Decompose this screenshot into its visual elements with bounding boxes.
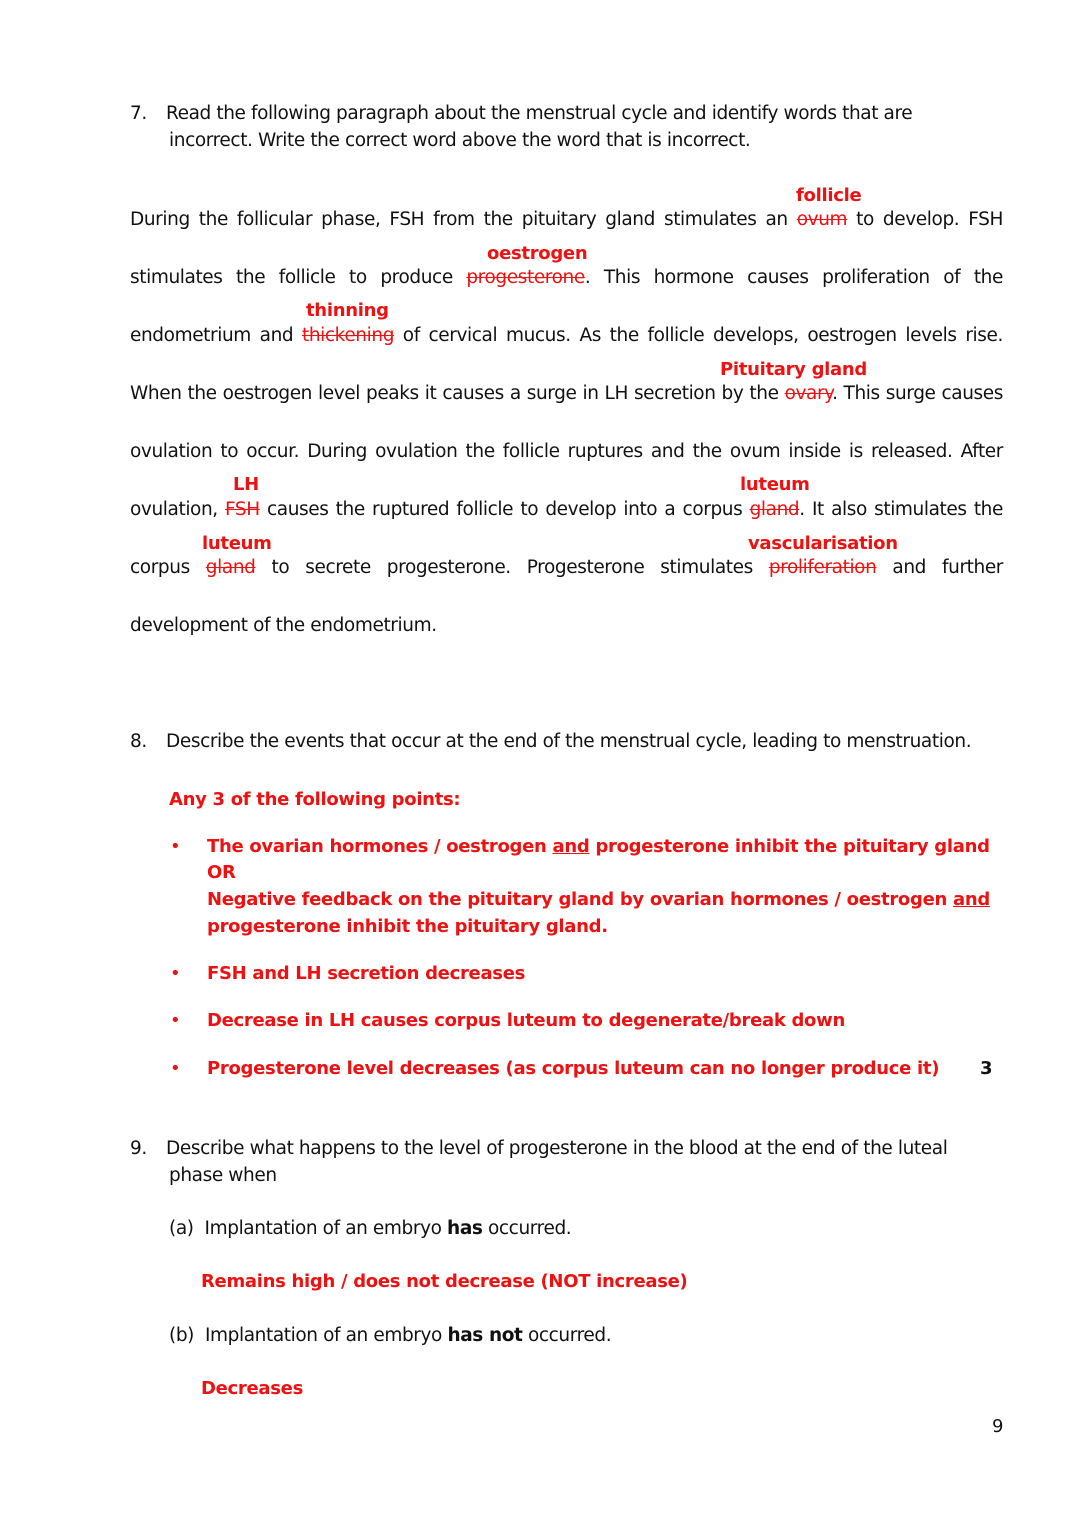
question-text: phase when [169, 1165, 277, 1186]
paragraph-line [130, 209, 1003, 230]
text: Implantation of an embryo [204, 1325, 448, 1346]
paragraph-line [130, 557, 1003, 578]
text: . This surge causes [832, 383, 1003, 404]
answer-point: FSH and LH secretion decreases [207, 963, 526, 984]
answer-or: OR [207, 862, 236, 883]
paragraph-line [130, 615, 1003, 636]
text: Implantation of an embryo [204, 1218, 448, 1239]
struck-word: ovum [796, 209, 848, 230]
text: to develop. FSH [856, 209, 1004, 230]
question-text: Read the following paragraph about the menstrual cycle and identify words that are [166, 103, 913, 124]
question-text: incorrect. Write the correct word above the word that is incorrect. [169, 130, 751, 151]
text: to secrete progesterone. Progesterone stimulates [271, 557, 753, 578]
question-text: Describe the events that occur at the end of the menstrual cycle, leading to menstruation. [166, 731, 972, 752]
text: endometrium and [130, 325, 294, 346]
text: progesterone inhibit the pituitary gland [589, 836, 990, 857]
question-number: 8. [130, 731, 147, 752]
sub-question-a [169, 1218, 571, 1239]
answer-point: Progesterone level decreases (as corpus luteum can no longer produce it) [207, 1058, 940, 1079]
text: development of the endometrium. [130, 615, 437, 636]
correction-word: luteum [202, 533, 272, 554]
answer-intro: Any 3 of the following points: [169, 789, 461, 810]
answer-point [207, 889, 990, 910]
question-number: 7. [130, 103, 147, 124]
struck-word: gland [749, 499, 800, 520]
page-number: 9 [992, 1416, 1004, 1437]
answer-point: Decrease in LH causes corpus luteum to degenerate/break down [207, 1010, 845, 1031]
bullet-icon: • [170, 836, 181, 857]
text: During the follicular phase, FSH from the pituitary gland stimulates an [130, 209, 788, 230]
text: of cervical mucus. As the follicle develops, oestrogen levels rise. [402, 325, 1003, 346]
struck-word: progesterone [466, 267, 585, 288]
paragraph-line [130, 499, 1003, 520]
paragraph-line [130, 441, 1003, 462]
emphasis: has [447, 1218, 483, 1239]
text: The ovarian hormones / oestrogen [207, 836, 553, 857]
question-text: Describe what happens to the level of progesterone in the blood at the end of the luteal [166, 1138, 948, 1159]
emphasis: has not [447, 1325, 523, 1346]
text: ovulation, [130, 499, 218, 520]
answer-a: Remains high / does not decrease (NOT increase) [201, 1271, 688, 1292]
bullet-icon: • [170, 1010, 181, 1031]
text: ovulation to occur. During ovulation the follicle ruptures and the ovum inside is released. After [130, 441, 1003, 462]
marks: 3 [980, 1058, 993, 1079]
correction-word: LH [233, 474, 259, 495]
underlined-word: and [552, 836, 590, 857]
answer-point [207, 836, 990, 857]
text: causes the ruptured follicle to develop into a corpus [266, 499, 743, 520]
paragraph-line [130, 383, 1003, 404]
underlined-word: and [952, 889, 990, 910]
struck-word: thickening [301, 325, 395, 346]
struck-word: gland [205, 557, 256, 578]
text: . It also stimulates the [799, 499, 1003, 520]
struck-word: ovary [784, 383, 833, 404]
correction-word: thinning [306, 300, 389, 321]
text: . This hormone causes proliferation of the [584, 267, 1003, 288]
correction-word: Pituitary gland [720, 359, 867, 380]
struck-word: FSH [225, 499, 260, 520]
text: Negative feedback on the pituitary gland by ovarian hormones / oestrogen [207, 889, 953, 910]
correction-word: vascularisation [748, 533, 898, 554]
correction-word: luteum [740, 474, 810, 495]
answer-text: progesterone inhibit the pituitary gland. [207, 916, 608, 937]
paragraph-line [130, 267, 1003, 288]
answer-b: Decreases [201, 1378, 303, 1399]
paragraph-line [130, 325, 1003, 346]
text: corpus [130, 557, 190, 578]
struck-word: proliferation [768, 557, 877, 578]
text: stimulates the follicle to produce [130, 267, 453, 288]
text: occurred. [482, 1218, 572, 1239]
sub-question-b [169, 1325, 611, 1346]
sub-label: (a) [169, 1218, 194, 1239]
text: and further [892, 557, 1004, 578]
bullet-icon: • [170, 963, 181, 984]
question-number: 9. [130, 1138, 147, 1159]
sub-label: (b) [169, 1325, 194, 1346]
bullet-icon: • [170, 1058, 181, 1079]
correction-word: oestrogen [487, 243, 588, 264]
text: When the oestrogen level peaks it causes a surge in LH secretion by the [130, 383, 779, 404]
correction-word: follicle [796, 185, 862, 206]
text: occurred. [522, 1325, 612, 1346]
